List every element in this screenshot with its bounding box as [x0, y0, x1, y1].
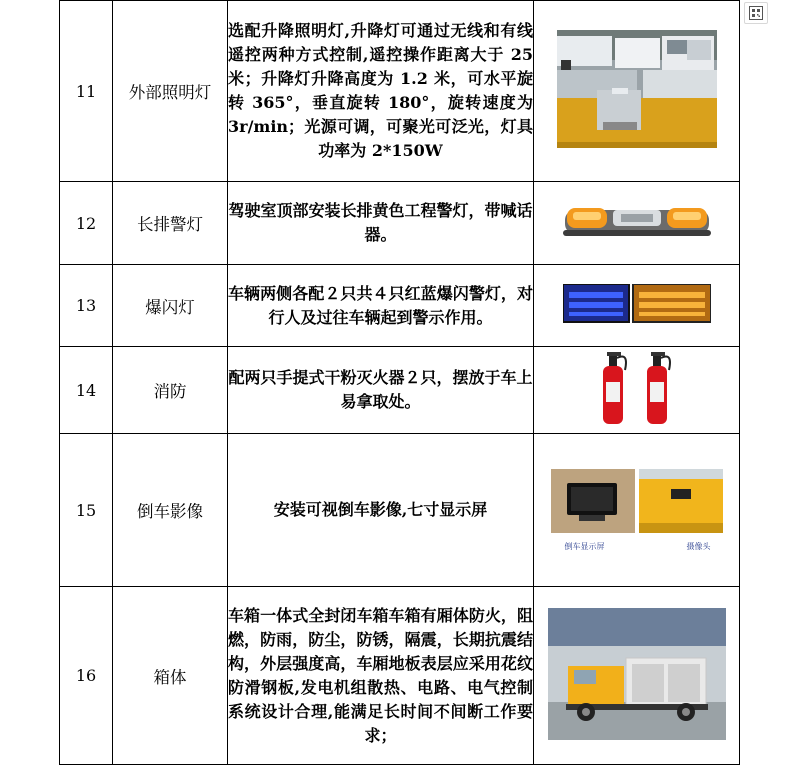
- item-name: 爆闪灯: [113, 265, 228, 347]
- trucks-with-lift-light-photo: [557, 30, 717, 148]
- strobe-lights-photo: [563, 284, 711, 324]
- image-caption: 摄像头: [686, 541, 711, 551]
- image-caption: 倒车显示屏: [564, 541, 605, 551]
- table-row: [60, 587, 740, 765]
- item-name: 长排警灯: [113, 182, 228, 265]
- spec-table: [59, 0, 740, 765]
- item-description: 配两只手提式干粉灭火器２只，摆放于车上易拿取处。: [228, 347, 534, 434]
- row-number: 15: [60, 434, 113, 587]
- item-description: 安装可视倒车影像,七寸显示屏: [228, 434, 534, 587]
- reversing-camera-photo: [551, 469, 723, 533]
- item-description: 车辆两侧各配２只共４只红蓝爆闪警灯，对行人及过往车辆起到警示作用。: [228, 265, 534, 347]
- table-row: [60, 182, 740, 265]
- qr-grid-icon[interactable]: [744, 2, 768, 24]
- row-number: 16: [60, 587, 113, 765]
- fire-extinguishers-photo: [595, 348, 679, 428]
- item-name: 倒车影像: [113, 434, 228, 587]
- long-warning-lightbar-photo: [563, 202, 711, 240]
- item-description: 选配升降照明灯,升降灯可通过无线和有线遥控两种方式控制,遥控操作距离大于 25 米；升降灯升降高度为 1.2 米，可水平旋转 365°，垂直旋转 180°，旋转速度为 3r/min；光源可调，可聚光可泛光，灯具功率为 2*150W: [228, 1, 534, 182]
- row-number: 11: [60, 1, 113, 182]
- table-row: [60, 1, 740, 182]
- item-name: 外部照明灯: [113, 1, 228, 182]
- item-name: 消防: [113, 347, 228, 434]
- row-number: 14: [60, 347, 113, 434]
- item-description: 车箱一体式全封闭车箱车箱有厢体防火，阻燃，防雨，防尘，防锈，隔震，长期抗震结构，外层强度高，车厢地板表层应采用花纹防滑钢板,发电机组散热、电路、电气控制系统设计合理,能满足长时间不间断工作要求；: [228, 587, 534, 765]
- table-row: [60, 265, 740, 347]
- item-description: 驾驶室顶部安装长排黄色工程警灯，带喊话器。: [228, 182, 534, 265]
- table-row: [60, 347, 740, 434]
- row-number: 12: [60, 182, 113, 265]
- table-row: [60, 434, 740, 587]
- item-name: 箱体: [113, 587, 228, 765]
- yellow-box-truck-photo: [548, 608, 726, 740]
- row-number: 13: [60, 265, 113, 347]
